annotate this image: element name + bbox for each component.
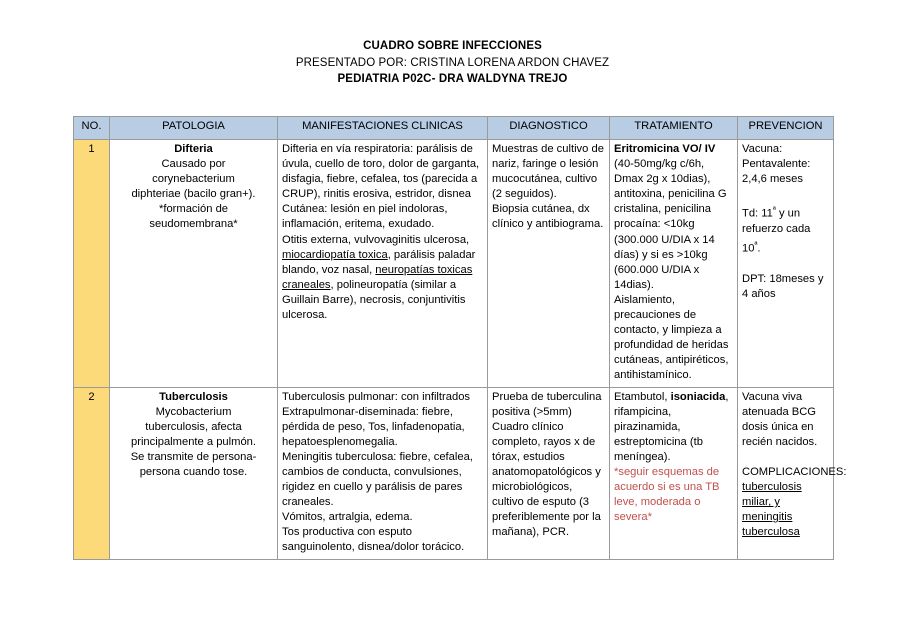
diagnosis-paragraph: Prueba de tuberculina positiva (>5mm) bbox=[492, 390, 602, 418]
diagnosis-paragraph: Muestras de cultivo de nariz, faringe o lesión mucocutánea, cultivo (2 seguidos). bbox=[492, 143, 604, 201]
document-title-block bbox=[0, 38, 905, 88]
spacer bbox=[742, 257, 829, 272]
cell-diagnostico bbox=[488, 387, 610, 559]
manifestation-underlined-term: miocardiopatía toxica bbox=[282, 248, 388, 261]
prevention-text bbox=[742, 202, 829, 257]
pathology-desc-line: Mycobacterium bbox=[155, 405, 232, 418]
ordinal-superscript: ª bbox=[754, 240, 758, 250]
ordinal-superscript: ª bbox=[772, 205, 776, 215]
manifestation-paragraph bbox=[282, 405, 483, 450]
manifestation-text: lesión en piel indoloras, inflamación, eritema, exudado. bbox=[282, 203, 448, 231]
treatment-paragraph: Aislamiento, precauciones de contacto, y limpieza a profundidad de heridas cutáneas, antipiréticos, antihistamínico. bbox=[614, 293, 729, 382]
table-row bbox=[74, 140, 834, 388]
row-number: 2 bbox=[74, 387, 110, 559]
cell-patologia bbox=[110, 140, 278, 388]
pathology-name: Tuberculosis bbox=[159, 390, 228, 403]
spacer bbox=[742, 187, 829, 202]
prevention-label: Vacuna: bbox=[742, 143, 783, 155]
pathology-desc-line: persona cuando tose. bbox=[139, 465, 248, 478]
manifestation-paragraph bbox=[282, 202, 483, 232]
pathology-name: Difteria bbox=[174, 143, 213, 155]
cell-prevencion bbox=[738, 140, 834, 388]
manifestation-underlined-term: neuropatías toxicas craneales bbox=[282, 263, 473, 291]
manifestation-paragraph: Vómitos, artralgia, edema. bbox=[282, 511, 413, 524]
prevention-text: Pentavalente: 2,4,6 meses bbox=[742, 158, 811, 186]
prevention-text-part: . bbox=[757, 243, 761, 256]
pathology-desc-line: diphteriae (bacilo gran+). bbox=[131, 188, 256, 201]
document-course: PEDIATRIA P02C- DRA WALDYNA TREJO bbox=[337, 73, 568, 85]
complications-label: COMPLICACIONES: bbox=[742, 465, 847, 478]
manifestation-paragraph bbox=[282, 390, 483, 405]
manifestation-label: Difteria en vía respiratoria: bbox=[282, 143, 414, 155]
treatment-text: , rifampicina, pirazinamida, estreptomicina (tb meníngea). bbox=[614, 390, 729, 463]
manifestation-text: con infiltrados bbox=[397, 390, 471, 403]
prevention-text: DPT: 18meses y 4 años bbox=[742, 273, 824, 301]
treatment-paragraph bbox=[614, 390, 733, 465]
cell-manifestaciones bbox=[278, 140, 488, 388]
manifestation-text: fiebre, cefalea, cambios de conducta, convulsiones, rigidez en cuello y parálisis de pares craneales. bbox=[282, 450, 473, 509]
cell-manifestaciones bbox=[278, 387, 488, 559]
manifestation-label: Cutánea: bbox=[282, 203, 328, 216]
pathology-desc-line: Causado por bbox=[161, 158, 226, 171]
manifestation-text: fiebre, pérdida de peso, Tos, linfadenopatia, hepatoesplenomegalia. bbox=[282, 405, 465, 448]
column-header-manifestaciones: MANIFESTACIONES CLINICAS bbox=[278, 117, 488, 140]
manifestation-paragraph: Tos productiva con esputo sanguinolento, disnea/dolor torácico. bbox=[282, 526, 465, 554]
document-title: CUADRO SOBRE INFECCIONES bbox=[363, 40, 542, 52]
treatment-drug-name: isoniacida bbox=[670, 390, 726, 403]
prevention-text-part: y un refuerzo cada 10 bbox=[742, 208, 811, 256]
pathology-desc-line: corynebacterium bbox=[152, 173, 235, 186]
cell-tratamiento bbox=[610, 387, 738, 559]
column-header-no: NO. bbox=[74, 117, 110, 140]
manifestation-text: parálisis de úvula, cuello de toro, dolor de garganta, disfagia, fiebre, cefalea, tos (parecida a CRUP), rinitis erosiva, estridor, disnea bbox=[282, 143, 480, 201]
treatment-drug-name: Eritromicina VO/ IV bbox=[614, 143, 716, 155]
manifestation-paragraph bbox=[282, 450, 483, 510]
manifestation-label: Extrapulmonar-diseminada: bbox=[282, 405, 419, 418]
manifestation-text: Otitis externa, vulvovaginitis ulcerosa, bbox=[282, 233, 470, 246]
cell-prevencion bbox=[738, 387, 847, 559]
manifestation-paragraph bbox=[282, 142, 483, 202]
document-author: PRESENTADO POR: CRISTINA LORENA ARDON CHAVEZ bbox=[295, 56, 610, 69]
row-number: 1 bbox=[74, 140, 110, 388]
table-header-row bbox=[74, 117, 834, 140]
pathology-desc-line: tuberculosis, afecta bbox=[145, 420, 242, 433]
infections-table bbox=[73, 116, 847, 560]
manifestation-text: , parálisis paladar blando, voz nasal, bbox=[282, 248, 476, 276]
pathology-desc-line: principalmente a pulmón. bbox=[131, 435, 256, 448]
pathology-desc-line: Se transmite de persona- bbox=[130, 450, 257, 463]
manifestation-text: , polineuropatía (similar a Guillain Barre), necrosis, conjuntivitis ulcerosa. bbox=[282, 278, 466, 322]
manifestation-paragraph bbox=[282, 233, 483, 324]
column-header-diagnostico: DIAGNOSTICO bbox=[488, 117, 610, 140]
column-header-tratamiento: TRATAMIENTO bbox=[610, 117, 738, 140]
pathology-desc-line: seudomembrana* bbox=[149, 218, 238, 231]
treatment-note-highlighted: *seguir esquemas de acuerdo si es una TB leve, moderada o severa* bbox=[614, 465, 720, 524]
prevention-text-part: Td: 11 bbox=[742, 208, 773, 221]
complications-text: tuberculosis miliar, y meningitis tuberculosa bbox=[742, 481, 802, 539]
cell-patologia bbox=[110, 387, 278, 559]
treatment-paragraph bbox=[614, 142, 733, 293]
cell-diagnostico bbox=[488, 140, 610, 388]
cell-tratamiento bbox=[610, 140, 738, 388]
diagnosis-paragraph: Biopsia cutánea, dx clínico y antibiograma. bbox=[492, 203, 604, 231]
diagnosis-paragraph: Cuadro clínico completo, rayos x de tórax, estudios anatomopatológicos y microbiológicos, cultivo de esputo (3 preferiblemente por la mañana), PCR. bbox=[492, 420, 601, 539]
infections-table-container bbox=[73, 116, 847, 560]
prevention-text: Vacuna viva atenuada BCG dosis única en recién nacidos. bbox=[742, 390, 818, 448]
column-header-patologia: PATOLOGIA bbox=[110, 117, 278, 140]
table-row bbox=[74, 387, 834, 559]
manifestation-label: Tuberculosis pulmonar: bbox=[282, 390, 398, 403]
spacer bbox=[742, 450, 829, 465]
manifestation-label: Meningitis tuberculosa: bbox=[282, 450, 397, 463]
pathology-desc-line: *formación de bbox=[158, 203, 229, 216]
treatment-text: (40-50mg/kg c/6h, Dmax 2g x 10dias), antitoxina, penicilina G cristalina, penicilina procaína: <10kg (300.000 U/DIA x 14 días) y si es >10kg (600.000 U/DIA x 14dias). bbox=[614, 158, 727, 291]
column-header-prevencion: PREVENCION bbox=[738, 117, 834, 140]
treatment-text: Etambutol, bbox=[614, 390, 671, 403]
